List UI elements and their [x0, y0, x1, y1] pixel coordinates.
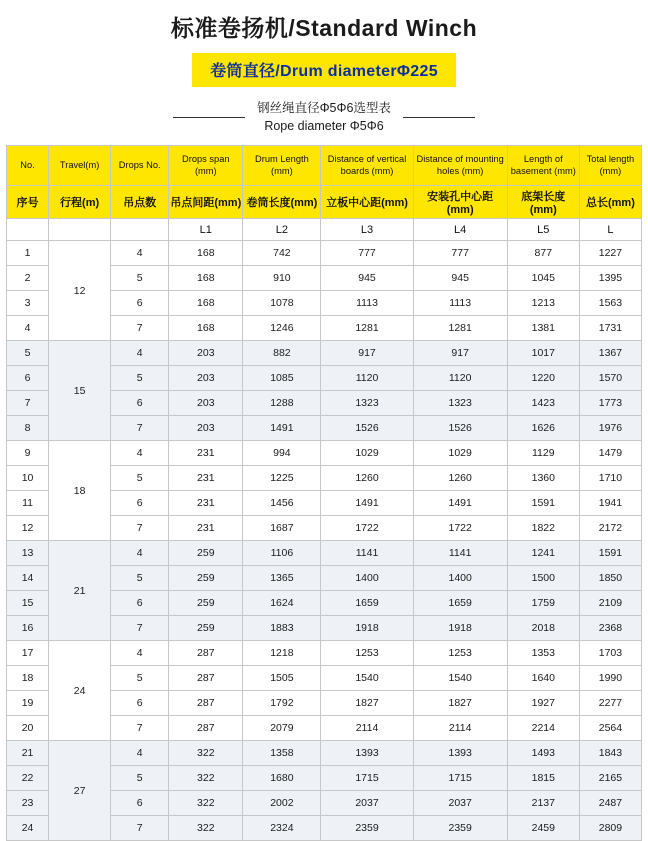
cell-vertical-boards: 1253	[321, 641, 413, 666]
cell-drops-no: 7	[111, 816, 169, 841]
col-header-drumlen-cn: 卷筒长度(mm)	[243, 186, 321, 219]
cell-no: 6	[7, 366, 49, 391]
cell-basement-length: 1493	[507, 741, 579, 766]
cell-travel: 24	[49, 641, 111, 741]
cell-drops-span: 259	[169, 566, 243, 591]
col-header-span-en: Drops span (mm)	[169, 146, 243, 186]
cell-no: 14	[7, 566, 49, 591]
cell-vertical-boards: 2359	[321, 816, 413, 841]
cell-mounting-holes: 1323	[413, 391, 507, 416]
cell-basement-length: 1759	[507, 591, 579, 616]
cell-total-length: 1710	[579, 466, 641, 491]
divider-right	[403, 117, 475, 118]
cell-mounting-holes: 1827	[413, 691, 507, 716]
cell-mounting-holes: 1400	[413, 566, 507, 591]
cell-basement-length: 1591	[507, 491, 579, 516]
cell-total-length: 1731	[579, 316, 641, 341]
cell-mounting-holes: 1659	[413, 591, 507, 616]
cell-basement-length: 1822	[507, 516, 579, 541]
col-header-vert-en: Distance of vertical boards (mm)	[321, 146, 413, 186]
col-header-no-cn: 序号	[7, 186, 49, 219]
cell-travel: 27	[49, 741, 111, 841]
cell-drops-no: 7	[111, 316, 169, 341]
col-symbol-no	[7, 219, 49, 241]
cell-no: 7	[7, 391, 49, 416]
cell-total-length: 1367	[579, 341, 641, 366]
cell-drum-length: 1680	[243, 766, 321, 791]
col-header-travel-cn: 行程(m)	[49, 186, 111, 219]
cell-mounting-holes: 917	[413, 341, 507, 366]
cell-vertical-boards: 1918	[321, 616, 413, 641]
cell-total-length: 2564	[579, 716, 641, 741]
cell-no: 2	[7, 266, 49, 291]
cell-basement-length: 2018	[507, 616, 579, 641]
cell-basement-length: 1017	[507, 341, 579, 366]
rope-spec-cn: 钢丝绳直径Φ5Φ6选型表	[257, 101, 391, 115]
cell-drops-span: 203	[169, 341, 243, 366]
cell-no: 22	[7, 766, 49, 791]
cell-no: 19	[7, 691, 49, 716]
cell-no: 5	[7, 341, 49, 366]
cell-total-length: 1941	[579, 491, 641, 516]
cell-drops-no: 5	[111, 566, 169, 591]
cell-mounting-holes: 1120	[413, 366, 507, 391]
table-row	[7, 641, 642, 666]
cell-mounting-holes: 777	[413, 241, 507, 266]
cell-vertical-boards: 2037	[321, 791, 413, 816]
cell-drops-span: 203	[169, 391, 243, 416]
cell-basement-length: 877	[507, 241, 579, 266]
cell-mounting-holes: 1260	[413, 466, 507, 491]
col-header-no-en: No.	[7, 146, 49, 186]
cell-drum-length: 1225	[243, 466, 321, 491]
cell-drum-length: 742	[243, 241, 321, 266]
cell-total-length: 1703	[579, 641, 641, 666]
cell-mounting-holes: 1113	[413, 291, 507, 316]
cell-mounting-holes: 2037	[413, 791, 507, 816]
cell-drops-span: 168	[169, 241, 243, 266]
cell-drops-no: 4	[111, 241, 169, 266]
cell-drops-span: 231	[169, 441, 243, 466]
cell-basement-length: 1381	[507, 316, 579, 341]
cell-drops-no: 4	[111, 741, 169, 766]
cell-no: 23	[7, 791, 49, 816]
cell-vertical-boards: 1526	[321, 416, 413, 441]
cell-drops-span: 259	[169, 541, 243, 566]
cell-total-length: 1773	[579, 391, 641, 416]
cell-basement-length: 2459	[507, 816, 579, 841]
col-symbol-vert: L3	[321, 219, 413, 241]
cell-basement-length: 1626	[507, 416, 579, 441]
rope-spec-en: Rope diameter Φ5Φ6	[264, 119, 384, 134]
cell-no: 24	[7, 816, 49, 841]
cell-drops-span: 168	[169, 291, 243, 316]
cell-no: 13	[7, 541, 49, 566]
table-row	[7, 541, 642, 566]
cell-drum-length: 1085	[243, 366, 321, 391]
cell-drum-length: 1078	[243, 291, 321, 316]
drum-diameter-badge-wrap	[0, 53, 648, 87]
col-header-drops-cn: 吊点数	[111, 186, 169, 219]
cell-drops-no: 6	[111, 791, 169, 816]
cell-total-length: 2172	[579, 516, 641, 541]
cell-basement-length: 2214	[507, 716, 579, 741]
header-row-symbols	[7, 219, 642, 241]
cell-drops-span: 203	[169, 366, 243, 391]
cell-drops-span: 287	[169, 666, 243, 691]
cell-total-length: 1479	[579, 441, 641, 466]
cell-vertical-boards: 1029	[321, 441, 413, 466]
table-row	[7, 741, 642, 766]
cell-drops-no: 6	[111, 291, 169, 316]
cell-basement-length: 1360	[507, 466, 579, 491]
table-head	[7, 146, 642, 241]
cell-total-length: 1227	[579, 241, 641, 266]
cell-mounting-holes: 2114	[413, 716, 507, 741]
cell-drum-length: 1106	[243, 541, 321, 566]
col-header-span-cn: 吊点间距(mm)	[169, 186, 243, 219]
cell-mounting-holes: 1281	[413, 316, 507, 341]
cell-drum-length: 882	[243, 341, 321, 366]
cell-basement-length: 1815	[507, 766, 579, 791]
cell-drops-span: 322	[169, 766, 243, 791]
cell-drops-no: 5	[111, 666, 169, 691]
cell-no: 9	[7, 441, 49, 466]
cell-drops-no: 7	[111, 416, 169, 441]
cell-drum-length: 1792	[243, 691, 321, 716]
cell-drops-no: 7	[111, 616, 169, 641]
cell-mounting-holes: 1540	[413, 666, 507, 691]
cell-drum-length: 1491	[243, 416, 321, 441]
cell-drops-span: 322	[169, 816, 243, 841]
cell-total-length: 1850	[579, 566, 641, 591]
cell-drops-span: 259	[169, 616, 243, 641]
col-header-base-en: Length of basement (mm)	[507, 146, 579, 186]
cell-vertical-boards: 1260	[321, 466, 413, 491]
cell-no: 1	[7, 241, 49, 266]
cell-drops-span: 322	[169, 741, 243, 766]
cell-travel: 12	[49, 241, 111, 341]
table-row	[7, 441, 642, 466]
cell-drum-length: 1505	[243, 666, 321, 691]
cell-mounting-holes: 1526	[413, 416, 507, 441]
cell-vertical-boards: 1120	[321, 366, 413, 391]
cell-drops-no: 6	[111, 691, 169, 716]
cell-vertical-boards: 1491	[321, 491, 413, 516]
col-header-drumlen-en: Drum Length (mm)	[243, 146, 321, 186]
cell-no: 11	[7, 491, 49, 516]
cell-no: 21	[7, 741, 49, 766]
cell-drops-no: 4	[111, 541, 169, 566]
cell-vertical-boards: 945	[321, 266, 413, 291]
cell-drum-length: 1624	[243, 591, 321, 616]
col-symbol-travel	[49, 219, 111, 241]
col-header-total-cn: 总长(mm)	[579, 186, 641, 219]
cell-basement-length: 1500	[507, 566, 579, 591]
col-header-travel-en: Travel(m)	[49, 146, 111, 186]
cell-drops-span: 168	[169, 316, 243, 341]
cell-basement-length: 1241	[507, 541, 579, 566]
cell-drops-span: 203	[169, 416, 243, 441]
cell-total-length: 2487	[579, 791, 641, 816]
cell-basement-length: 1927	[507, 691, 579, 716]
divider-left	[173, 117, 245, 118]
cell-drum-length: 1687	[243, 516, 321, 541]
cell-drum-length: 1358	[243, 741, 321, 766]
header-row-en	[7, 146, 642, 186]
cell-basement-length: 1129	[507, 441, 579, 466]
cell-drops-span: 287	[169, 716, 243, 741]
cell-travel: 21	[49, 541, 111, 641]
cell-vertical-boards: 1540	[321, 666, 413, 691]
cell-basement-length: 1423	[507, 391, 579, 416]
cell-vertical-boards: 1323	[321, 391, 413, 416]
cell-vertical-boards: 917	[321, 341, 413, 366]
table-row	[7, 241, 642, 266]
spec-sheet-page	[0, 10, 648, 835]
cell-drops-span: 168	[169, 266, 243, 291]
cell-travel: 15	[49, 341, 111, 441]
cell-drops-no: 5	[111, 266, 169, 291]
header-row-cn	[7, 186, 642, 219]
cell-total-length: 2165	[579, 766, 641, 791]
col-symbol-mount: L4	[413, 219, 507, 241]
cell-vertical-boards: 1659	[321, 591, 413, 616]
cell-no: 3	[7, 291, 49, 316]
table-body	[7, 241, 642, 841]
cell-drum-length: 1456	[243, 491, 321, 516]
cell-drops-no: 5	[111, 766, 169, 791]
cell-vertical-boards: 1400	[321, 566, 413, 591]
cell-drum-length: 910	[243, 266, 321, 291]
cell-total-length: 1570	[579, 366, 641, 391]
cell-total-length: 2277	[579, 691, 641, 716]
cell-basement-length: 1213	[507, 291, 579, 316]
cell-total-length: 2809	[579, 816, 641, 841]
cell-no: 15	[7, 591, 49, 616]
cell-drops-no: 5	[111, 366, 169, 391]
cell-drum-length: 2002	[243, 791, 321, 816]
cell-vertical-boards: 1827	[321, 691, 413, 716]
cell-total-length: 2368	[579, 616, 641, 641]
col-header-total-en: Total length (mm)	[579, 146, 641, 186]
cell-no: 16	[7, 616, 49, 641]
cell-mounting-holes: 1491	[413, 491, 507, 516]
cell-drops-span: 231	[169, 516, 243, 541]
cell-vertical-boards: 1393	[321, 741, 413, 766]
cell-vertical-boards: 1281	[321, 316, 413, 341]
cell-drops-no: 6	[111, 591, 169, 616]
cell-vertical-boards: 1113	[321, 291, 413, 316]
rope-heading	[0, 99, 648, 135]
cell-vertical-boards: 1715	[321, 766, 413, 791]
cell-drum-length: 1218	[243, 641, 321, 666]
cell-drops-no: 4	[111, 341, 169, 366]
cell-total-length: 1976	[579, 416, 641, 441]
cell-drops-span: 322	[169, 791, 243, 816]
cell-no: 20	[7, 716, 49, 741]
cell-vertical-boards: 1722	[321, 516, 413, 541]
cell-mounting-holes: 1253	[413, 641, 507, 666]
col-symbol-drumlen: L2	[243, 219, 321, 241]
cell-mounting-holes: 1715	[413, 766, 507, 791]
cell-drops-no: 7	[111, 516, 169, 541]
col-header-vert-cn: 立板中心距(mm)	[321, 186, 413, 219]
cell-drops-span: 287	[169, 691, 243, 716]
cell-drops-no: 4	[111, 441, 169, 466]
cell-drops-no: 6	[111, 491, 169, 516]
cell-vertical-boards: 1141	[321, 541, 413, 566]
spec-table	[6, 145, 642, 841]
drum-diameter-badge: 卷筒直径/Drum diameterΦ225	[192, 53, 456, 87]
col-header-mount-cn: 安装孔中心距(mm)	[413, 186, 507, 219]
cell-no: 8	[7, 416, 49, 441]
cell-drops-no: 7	[111, 716, 169, 741]
cell-mounting-holes: 1029	[413, 441, 507, 466]
cell-total-length: 1843	[579, 741, 641, 766]
cell-total-length: 1395	[579, 266, 641, 291]
cell-mounting-holes: 2359	[413, 816, 507, 841]
cell-total-length: 1563	[579, 291, 641, 316]
col-header-drops-en: Drops No.	[111, 146, 169, 186]
cell-travel: 18	[49, 441, 111, 541]
cell-drops-span: 231	[169, 466, 243, 491]
cell-drops-no: 5	[111, 466, 169, 491]
cell-mounting-holes: 945	[413, 266, 507, 291]
cell-total-length: 2109	[579, 591, 641, 616]
cell-no: 18	[7, 666, 49, 691]
cell-mounting-holes: 1722	[413, 516, 507, 541]
cell-total-length: 1990	[579, 666, 641, 691]
cell-drum-length: 994	[243, 441, 321, 466]
cell-basement-length: 1353	[507, 641, 579, 666]
cell-drops-no: 4	[111, 641, 169, 666]
col-symbol-span: L1	[169, 219, 243, 241]
col-header-mount-en: Distance of mounting holes (mm)	[413, 146, 507, 186]
cell-basement-length: 1640	[507, 666, 579, 691]
page-title: 标准卷扬机/Standard Winch	[170, 15, 478, 41]
table-row	[7, 341, 642, 366]
cell-mounting-holes: 1393	[413, 741, 507, 766]
col-symbol-base: L5	[507, 219, 579, 241]
cell-drops-span: 287	[169, 641, 243, 666]
cell-no: 17	[7, 641, 49, 666]
cell-drum-length: 1288	[243, 391, 321, 416]
spec-table-wrap	[0, 145, 648, 841]
cell-total-length: 1591	[579, 541, 641, 566]
cell-vertical-boards: 777	[321, 241, 413, 266]
col-symbol-total: L	[579, 219, 641, 241]
cell-mounting-holes: 1918	[413, 616, 507, 641]
cell-basement-length: 1220	[507, 366, 579, 391]
cell-drops-span: 231	[169, 491, 243, 516]
cell-drum-length: 1365	[243, 566, 321, 591]
cell-no: 10	[7, 466, 49, 491]
cell-basement-length: 2137	[507, 791, 579, 816]
cell-basement-length: 1045	[507, 266, 579, 291]
col-header-base-cn: 底架长度(mm)	[507, 186, 579, 219]
cell-no: 4	[7, 316, 49, 341]
cell-drum-length: 1246	[243, 316, 321, 341]
cell-drum-length: 2324	[243, 816, 321, 841]
cell-vertical-boards: 2114	[321, 716, 413, 741]
cell-drum-length: 1883	[243, 616, 321, 641]
cell-no: 12	[7, 516, 49, 541]
cell-mounting-holes: 1141	[413, 541, 507, 566]
col-symbol-drops	[111, 219, 169, 241]
cell-drops-no: 6	[111, 391, 169, 416]
cell-drops-span: 259	[169, 591, 243, 616]
cell-drum-length: 2079	[243, 716, 321, 741]
